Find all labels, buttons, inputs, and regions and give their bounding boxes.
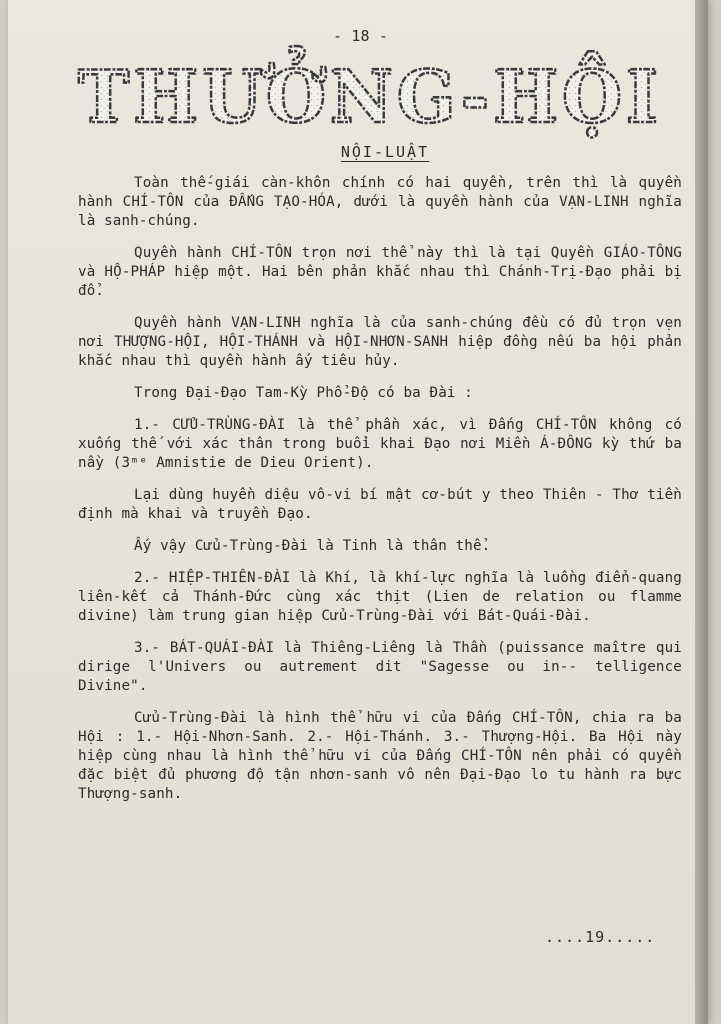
paragraph: Ấy vậy Cửu-Trùng-Đài là Tinh là thân thể. [134, 538, 491, 554]
paragraph: Toàn thế-giái càn-khôn chính có hai quyền, trên thì là quyền hành CHÍ-TÔN của ĐẤNG TẠO-HÓA, dưới là quyền hành của VẠN-LINH nghĩa là sanh-chúng. [78, 175, 682, 229]
paragraph: Quyền hành VẠN-LINH nghĩa là của sanh-chúng đều có đủ trọn vẹn nơi THƯỢNG-HỘI, HỘI-THÁNH và HỘI-NHƠN-SANH hiệp đồng nếu ba hội phản khắc nhau thì quyền hành ấy tiêu hủy. [78, 315, 682, 369]
page-title-text: THƯỞNG-HỘI [78, 54, 689, 139]
page-number-top: - 18 - [332, 27, 389, 45]
paragraph: Trong Đại-Đạo Tam-Kỳ Phổ-Độ có ba Đài : [134, 385, 473, 401]
paragraph: 1.- CỬU-TRÙNG-ĐÀI là thể phần xác, vì Đấng CHÍ-TÔN không có xuống thế với xác thân trong buổi khai Đạo nơi Miền Á-ĐÔNG kỳ thứ ba nầy (3ᵐᵉ Amnistie de Dieu Orient). [78, 417, 682, 471]
paragraph: 2.- HIỆP-THIÊN-ĐÀI là Khí, là khí-lực nghĩa là luồng điển-quang liên-kết cả Thánh-Đức cùng xác thịt (Lien de relation ou flamme divine) làm trung gian hiệp Cửu-Trùng-Đài với Bát-Quái-Đài. [78, 570, 682, 624]
page-title [40, 38, 700, 148]
paragraph: Lại dùng huyền diệu vô-vi bí mật cơ-bút y theo Thiên - Thơ tiền định mà khai và truyền Đạo. [78, 487, 682, 522]
document-body [78, 174, 682, 817]
paragraph: Quyền hành CHÍ-TÔN trọn nơi thể này thì là tại Quyền GIÁO-TÔNG và HỘ-PHÁP hiệp một. Hai bên phản khắc nhau thì Chánh-Trị-Đạo phải bị đổ. [78, 245, 682, 299]
page-number-footer: ....19..... [545, 928, 656, 946]
paragraph: Cửu-Trùng-Đài là hình thể hữu vi của Đấng CHÍ-TÔN, chia ra ba Hội : 1.- Hội-Nhơn-Sanh. 2.- Hội-Thánh. 3.- Thượng-Hội. Ba Hội này hiệp cùng nhau là hình thể hữu vi của Đấng CHÍ-TÔN nên phải có quyền đặc biệt đủ phương độ tận nhơn-sanh vô nên Đại-Đạo lo tu hành ra bực Thượng-sanh. [78, 710, 682, 802]
paragraph: 3.- BÁT-QUÁI-ĐÀI là Thiêng-Liêng là Thần (puissance maître qui dirige l'Univers ou autrement dit "Sagesse ou in-- telligence Divine". [78, 640, 682, 694]
section-subtitle: NỘI-LUẬT [340, 143, 430, 161]
